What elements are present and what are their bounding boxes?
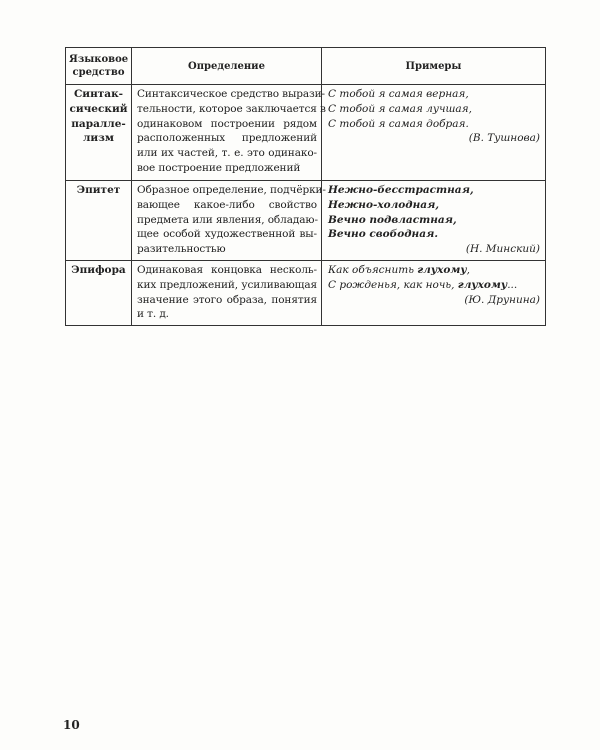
header-examples: Примеры [322, 48, 546, 85]
example-line: Вечно подвластная, [328, 213, 457, 226]
term-line: Эпитет [76, 184, 121, 196]
example-line: Вечно свободная. [328, 228, 439, 241]
term-line: паралле- [71, 117, 126, 130]
definition-line: расположенных предложений [137, 132, 317, 145]
definition-line: вающее какое-либо свойство [137, 198, 317, 211]
definition-line: или их частей, т. е. это одинако- [137, 147, 317, 160]
example-line: С тобой я самая лучшая, [328, 102, 472, 115]
page-number: 10 [63, 718, 80, 732]
definition-line: значение этого образа, понятия [137, 293, 317, 306]
term-line: сический [69, 102, 128, 115]
definition-line: ких предложений, усиливающая [137, 278, 317, 291]
definition-cell [132, 260, 322, 325]
term-cell [66, 260, 132, 325]
example-line [328, 278, 540, 293]
definition-line: Синтаксическое средство вырази- [137, 88, 325, 100]
table-header-row [66, 48, 546, 85]
term-line: Синтак- [73, 88, 124, 100]
definition-cell [132, 85, 326, 181]
language-means-table [65, 47, 546, 326]
term-line: Эпифора [71, 263, 126, 276]
example-emphasis: глухому [457, 278, 508, 291]
definition-cell [132, 181, 326, 261]
definition-line: разительностью [137, 243, 226, 256]
examples-cell [322, 260, 546, 325]
header-language-means [66, 48, 132, 85]
example-line: С тобой я самая верная, [328, 88, 469, 100]
definition-line: щее особой художественной вы- [137, 228, 317, 241]
example-author: (Ю. Друнина) [464, 293, 540, 306]
header-definition: Определение [132, 48, 322, 85]
header-line: средство [72, 67, 125, 78]
table-row [66, 260, 546, 325]
term-cell [66, 181, 132, 261]
definition-line: вое построение предложений [137, 161, 301, 174]
example-line: Нежно-бесстрастная, [328, 184, 474, 196]
examples-cell [322, 181, 546, 261]
definition-line: одинаковом построении рядом [137, 117, 317, 130]
example-text: Как объяснить [328, 263, 418, 276]
example-text: ... [507, 278, 518, 291]
header-line: Языковое [69, 54, 129, 65]
example-emphasis: глухому [417, 263, 467, 276]
example-line: С тобой я самая добрая. [328, 117, 469, 130]
definition-line: предмета или явления, обладаю- [137, 213, 318, 226]
example-line: Нежно-холодная, [328, 198, 440, 211]
term-cell [66, 85, 132, 181]
definition-line: Одинаковая концовка несколь- [137, 263, 317, 276]
definition-line: Образное определение, подчёрки- [137, 184, 326, 196]
example-author: (Н. Минский) [465, 243, 540, 256]
definition-line: тельности, которое заключается в [137, 102, 326, 115]
term-line: лизм [82, 132, 114, 145]
table-row [66, 181, 546, 261]
table-row [66, 85, 546, 181]
example-author: (В. Тушнова) [468, 132, 540, 145]
example-text: , [466, 263, 470, 276]
example-line [328, 263, 540, 278]
example-text: С рожденья, как ночь, [328, 278, 458, 291]
examples-cell [322, 85, 546, 181]
definition-line: и т. д. [137, 308, 169, 321]
